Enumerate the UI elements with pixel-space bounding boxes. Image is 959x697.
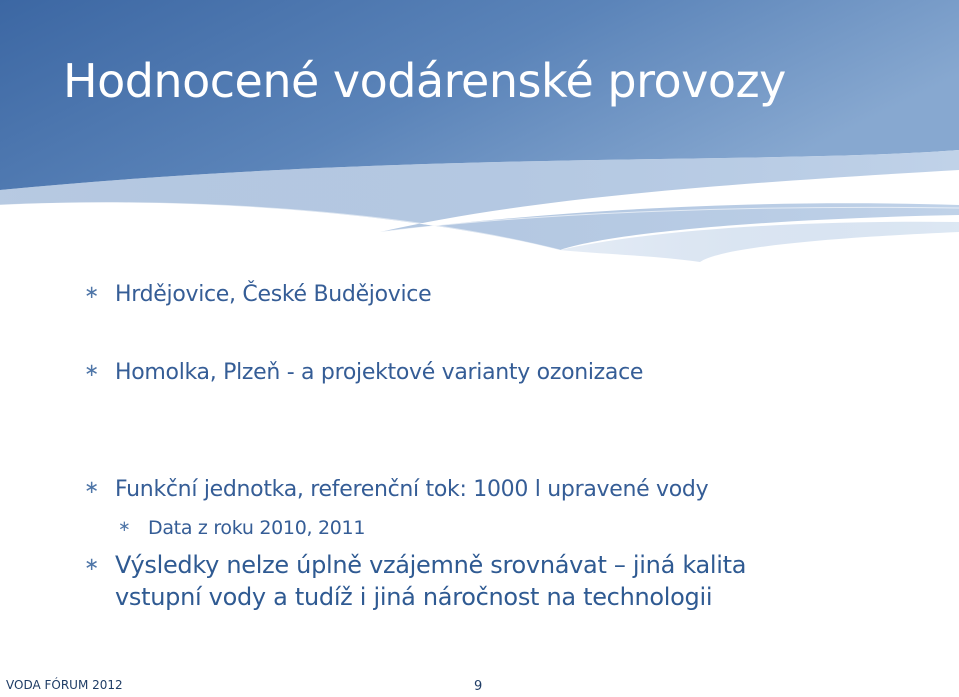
bullet-marker: ∗: [84, 360, 100, 381]
footer-event-name: VODA FÓRUM 2012: [6, 678, 123, 692]
bullet-item: [84, 281, 431, 309]
bullet-marker: ∗: [84, 554, 100, 575]
bullet-text: Data z roku 2010, 2011: [148, 517, 366, 539]
bullet-item: [84, 476, 708, 504]
bullet-text-line: Výsledky nelze úplně vzájemně srovnávat – jiná kalita: [115, 551, 747, 579]
sub-bullet-item: [118, 517, 365, 541]
bullet-text: Funkční jednotka, referenční tok: 1000 l upravené vody: [115, 477, 709, 502]
header-wave-background: [0, 0, 959, 262]
bullet-marker: ∗: [118, 517, 131, 535]
bullet-text: Hrdějovice, České Budějovice: [115, 282, 432, 307]
bullet-marker: ∗: [84, 282, 100, 303]
slide-title: Hodnocené vodárenské provozy: [63, 54, 786, 108]
footer-page-number: 9: [474, 679, 483, 694]
bullet-text-line: vstupní vody a tudíž i jiná náročnost na technologii: [115, 582, 713, 611]
bullet-text: Homolka, Plzeň - a projektové varianty ozonizace: [115, 360, 644, 385]
bullet-item: [84, 550, 746, 613]
bullet-marker: ∗: [84, 477, 100, 498]
bullet-item: [84, 359, 643, 387]
bullet-text-multiline: [115, 550, 746, 613]
